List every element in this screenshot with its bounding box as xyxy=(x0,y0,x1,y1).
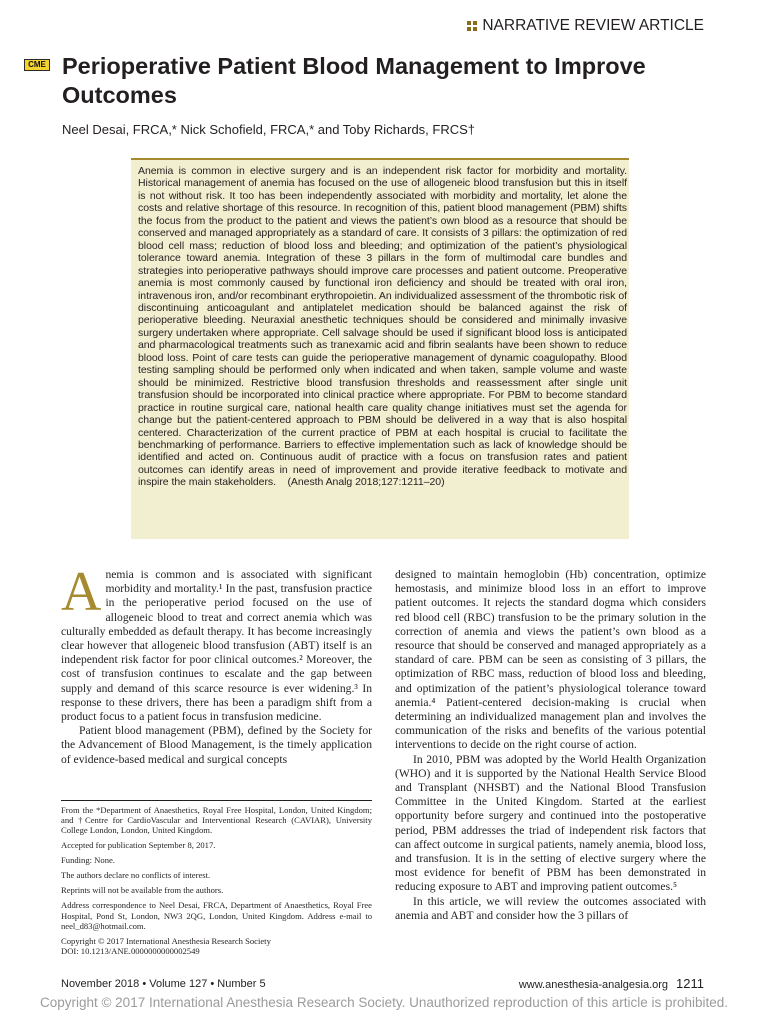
doi-note: DOI: 10.1213/ANE.0000000000002549 xyxy=(61,946,200,957)
footnotes xyxy=(61,805,372,961)
paragraph-text: nemia is common and is associated with significant morbidity and mortality.¹ In the past, transfusion practice in the perioperative period focused on the use of allogeneic blood to treat and correct anemia which was culturally embedded as default therapy. It has become increasingly clear however that allogeneic blood transfusion (ABT) itself is an independent risk factor for poor clinical outcomes.² Moreover, the cost of transfusion continues to escalate and the gap between supply and demand of this scarce resource is ever widening.³ In response to these drivers, there has been a paradigm shift from a product focus to a patient focus in transfusion medicine. xyxy=(61,568,372,724)
copyright-watermark: Copyright © 2017 International Anesthesia Research Society. Unauthorized reproduction of this article is prohibited. xyxy=(39,995,729,1010)
body-paragraph: In this article, we will review the outcomes associated with anemia and ABT and consider how the 3 pillars of xyxy=(395,894,706,922)
footnote-divider xyxy=(61,800,372,801)
abstract-citation: (Anesth Analg 2018;127:1211–20) xyxy=(287,476,445,489)
body-column-right xyxy=(395,568,706,923)
abstract-box xyxy=(131,158,629,539)
four-squares-icon xyxy=(467,21,477,31)
body-paragraph xyxy=(61,561,372,724)
body-paragraph: Patient blood management (PBM), defined by the Society for the Advancement of Blood Management, is the timely application of evidence-based medical and surgical concepts xyxy=(61,724,372,766)
body-column-left xyxy=(61,561,372,767)
journal-website: www.anesthesia-analgesia.org xyxy=(518,979,669,991)
body-paragraph: In 2010, PBM was adopted by the World Health Organization (WHO) and it is supported by the National Health Service Blood and Transplant (NHSBT) and the National Blood Transfusion Committee in the United Kingdom. Started at the earliest opportunity before surgery and continued into the postoperative period, PBM addresses the triad of independent risk factors that can affect outcome in surgical patients, namely anemia, blood loss, and transfusion. It is in the setting of elective surgery where the most evidence for benefit of PBM has been demonstrated in reducing exposure to ABT and improving patient outcomes.⁵ xyxy=(395,752,706,894)
conflicts-note: The authors declare no conflicts of interest. xyxy=(61,870,211,881)
author-list: Neel Desai, FRCA,* Nick Schofield, FRCA,* and Toby Richards, FRCS† xyxy=(62,122,476,137)
affiliation-note: From the *Department of Anaesthetics, Royal Free Hospital, London, United Kingdom; and †Centre for CardioVascular and Interventional Research (CAVIAR), University College London, London, United Kingdom. xyxy=(61,805,372,836)
page-number: 1211 xyxy=(676,976,704,991)
footer-right xyxy=(519,976,704,991)
reprints-note: Reprints will not be available from the authors. xyxy=(61,885,224,896)
funding-note: Funding: None. xyxy=(61,855,115,866)
journal-issue: November 2018 • Volume 127 • Number 5 xyxy=(61,978,266,990)
drop-cap: A xyxy=(61,561,102,623)
article-title: Perioperative Patient Blood Management to Improve Outcomes xyxy=(62,53,646,108)
section-label xyxy=(467,17,704,35)
body-paragraph: designed to maintain hemoglobin (Hb) concentration, optimize hemostasis, and minimize blood loss in an effort to improve patient outcomes. It rejects the standard dogma which considers red blood cell (RBC) transfusion to be the primary solution in the correction of anemia and views the patient’s own blood as a resource that should be conserved and managed appropriately as a standard of care. PBM can be seen as consisting of 3 pillars, the optimization of RBC mass, reduction of blood loss and bleeding, and optimization of the patient’s physiological tolerance toward anemia.⁴ Patient-centered decision-making is crucial when determining an individualized management plan and involves the communication of the risks and benefits of the various potential interventions to decide on the right course of action. xyxy=(395,568,706,752)
section-label-text: NARRATIVE REVIEW ARTICLE xyxy=(482,17,704,34)
abstract-text: Anemia is common in elective surgery and is an independent risk factor for morbidity and mortality. Historical management of anemia has focused on the use of allogeneic blood transfusion but this in itself is not without risk. It too has been independently associated with morbidity and mortality, let alone the costs and relative shortage of this resource. In recognition of this, patient blood management (PBM) shifts the focus from the product to the patient and views the patient’s own blood as a resource that should be conserved and managed appropriately as a standard of care. It consists of 3 pillars: the optimization of red blood cell mass; reduction of blood loss and bleeding; and optimization of the patient’s physiological tolerance toward anemia. Integration of these 3 pillars in the form of multimodal care bundles and strategies into perioperative pathways should improve care processes and patient outcome. Preoperative anemia is most commonly caused by functional iron deficiency and should be treated with oral iron, intravenous iron, and/or recombinant erythropoietin. An individualized assessment of the thrombotic risk of discontinuing anticoagulant and antiplatelet medication should be balanced against the risk of perioperative bleeding. Neuraxial anesthetic techniques should be considered and minimally invasive surgery undertaken where appropriate. Cell salvage should be used if significant blood loss is anticipated and pharmacological treatments such as tranexamic acid and fibrin sealants have been shown to reduce blood loss. Point of care tests can guide the perioperative management of dynamic coagulopathy. Blood testing sampling should be performed only when indicated and when taken, sample volume and waste should be minimized. Restrictive blood transfusion thresholds and reassessment after single unit transfusion should be incorporated into clinical practice where appropriate. For PBM to become standard practice in routine surgical care, national health care quality change initiatives must set the agenda for change but the patient-centered approach to PBM should be delivered in a way that is also hospital centered. Characterization of the current practice of PBM at each hospital is crucial to facilitate the benchmarking of performance. Barriers to effective implementation such as lack of knowledge should be identified and acted on. Continuous audit of practice with a focus on transfusion rates and patient outcomes can identify areas in need of improvement and provide iterative feedback to motivate and inspire the main stakeholders. xyxy=(138,165,627,489)
accepted-note: Accepted for publication September 8, 2017. xyxy=(61,840,216,851)
copyright-note: Copyright © 2017 International Anesthesia Research Society xyxy=(61,935,271,946)
correspondence-note: Address correspondence to Neel Desai, FRCA, Department of Anaesthetics, Royal Free Hospital, Pond St, London, NW3 2QG, London, United Kingdom. Address e-mail to neel_d83@hotmail.com. xyxy=(61,900,372,931)
cme-badge: CME xyxy=(24,59,50,71)
